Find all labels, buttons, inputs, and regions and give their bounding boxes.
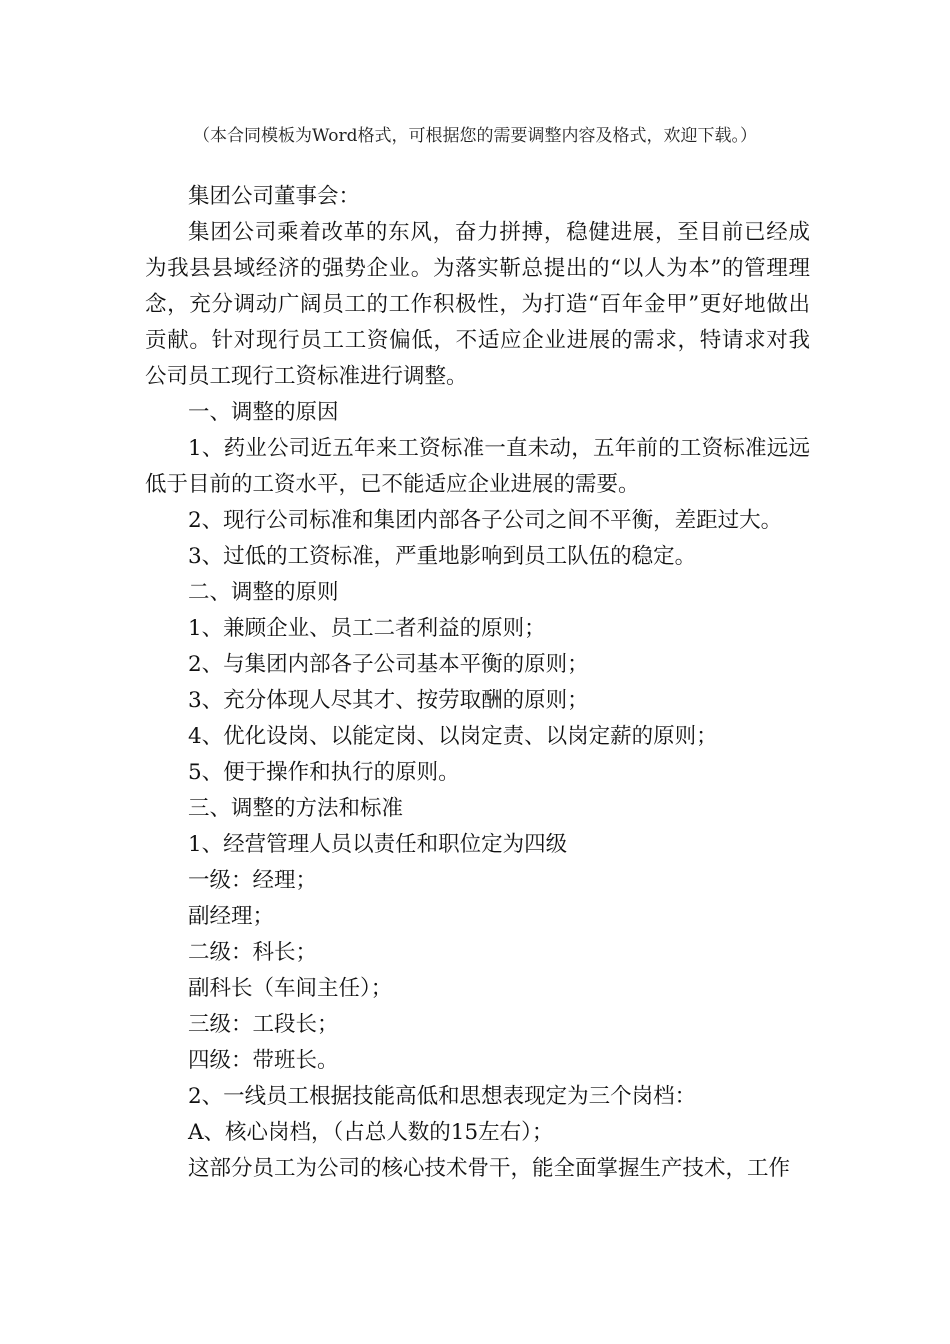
principle-item-4: 4、优化设岗、以能定岗、以岗定责、以岗定薪的原则； (188, 724, 718, 749)
principle-item-2: 2、与集团内部各子公司基本平衡的原则； (188, 652, 589, 677)
level-1-deputy: 副经理； (188, 904, 275, 929)
section-heading-principles: 二、调整的原则 (188, 580, 339, 605)
level-2: 二级：科长； (188, 940, 318, 965)
section-heading-methods: 三、调整的方法和标准 (188, 796, 404, 821)
document-body (145, 179, 810, 1187)
level-1: 一级：经理； (188, 868, 318, 893)
intro-paragraph: 集团公司乘着改革的东风，奋力拼搏，稳健进展，至目前已经成为我县县域经济的强势企业。为落实靳总提出的“以人为本”的管理理念，充分调动广阔员工的工作积极性，为打造“百年金甲”更好地做出贡献。针对现行员工工资偏低，不适应企业进展的需求，特请求对我公司员工现行工资标准进行调整。 (145, 220, 810, 389)
grade-a-description: 这部分员工为公司的核心技术骨干，能全面掌握生产技术，工作 (188, 1156, 791, 1181)
reason-item-3: 3、过低的工资标准，严重地影响到员工队伍的稳定。 (188, 544, 697, 569)
principle-item-1: 1、兼顾企业、员工二者利益的原则； (188, 616, 546, 641)
principle-item-3: 3、充分体现人尽其才、按劳取酬的原则； (188, 688, 589, 713)
level-4: 四级：带班长。 (188, 1048, 339, 1073)
method-item-2: 2、一线员工根据技能高低和思想表现定为三个岗档： (188, 1084, 697, 1109)
reason-item-2: 2、现行公司标准和集团内部各子公司之间不平衡，差距过大。 (188, 508, 783, 533)
principle-item-5: 5、便于操作和执行的原则。 (188, 760, 460, 785)
salutation: 集团公司董事会： (188, 184, 361, 209)
grade-a: A、核心岗档，（占总人数的15左右）； (188, 1120, 554, 1145)
method-item-1: 1、经营管理人员以责任和职位定为四级 (188, 832, 568, 857)
level-2-deputy: 副科长（车间主任）； (188, 976, 393, 1001)
reason-item-1: 1、药业公司近五年来工资标准一直未动，五年前的工资标准远远低于目前的工资水平，已不能适应企业进展的需要。 (145, 436, 810, 497)
section-heading-reasons: 一、调整的原因 (188, 400, 339, 425)
level-3: 三级：工段长； (188, 1012, 339, 1037)
template-note: （本合同模板为Word格式，可根据您的需要调整内容及格式，欢迎下载。） (192, 126, 758, 146)
